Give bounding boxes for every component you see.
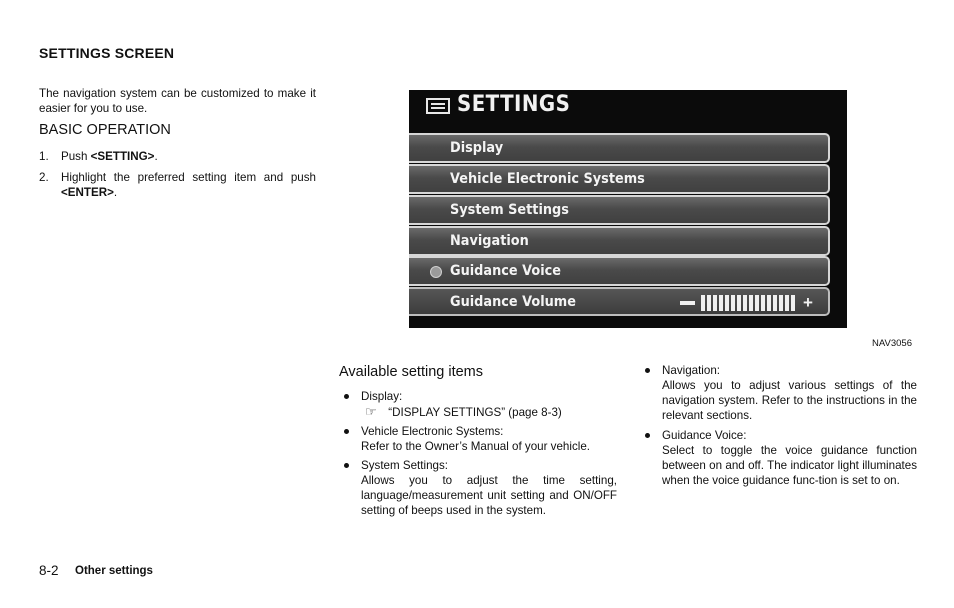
page-number: 8-2 (39, 563, 59, 578)
volume-bar-segment (779, 295, 783, 311)
bullet-label: Display: (361, 390, 403, 403)
volume-bar-segment (725, 295, 729, 311)
volume-minus-icon (680, 301, 695, 305)
step-key: <ENTER> (61, 186, 114, 199)
volume-bar-segment (737, 295, 741, 311)
page-heading: SETTINGS SCREEN (39, 45, 175, 61)
basic-operation-heading: BASIC OPERATION (39, 122, 171, 138)
menu-item-system-settings (409, 195, 830, 225)
menu-label: Navigation (450, 233, 529, 249)
menu-label: Display (450, 140, 504, 156)
bullet-text: Allows you to adjust the time setting, language/measurement unit setting and ON/OFF setting of beeps used in the system. (361, 474, 617, 517)
figure-caption: NAV3056 (872, 338, 912, 349)
bullet-vehicle-electronic-systems (339, 424, 617, 454)
bullet-navigation (640, 363, 917, 423)
bullet-display (339, 389, 617, 420)
volume-bar-segment (791, 295, 795, 311)
step-number: 2. (39, 171, 49, 184)
bullet-text: Select to toggle the voice guidance function between on and off. The indicator light illuminates when the voice guidance func-tion is set to on. (662, 444, 917, 487)
guidance-voice-indicator-icon (430, 266, 442, 278)
volume-level-bars (701, 295, 795, 311)
bullet-dot (645, 368, 650, 373)
step-key: <SETTING> (90, 150, 155, 163)
bullet-dot (344, 429, 349, 434)
menu-item-display (409, 133, 830, 163)
bullet-ref (361, 404, 617, 420)
step-1 (39, 149, 316, 164)
step-text: Highlight the preferred setting item and push (61, 171, 316, 184)
volume-bar-segment (749, 295, 753, 311)
bullet-dot (645, 433, 650, 438)
menu-item-vehicle-electronic-systems (409, 164, 830, 194)
step-end: . (113, 186, 118, 199)
step-text: Push (61, 150, 91, 163)
section-name: Other settings (75, 565, 153, 577)
volume-bar (680, 295, 820, 311)
bullet-system-settings (339, 458, 617, 518)
volume-bar-segment (785, 295, 789, 311)
bullet-dot (344, 394, 349, 399)
available-items-heading: Available setting items (339, 364, 484, 380)
settings-screen-image (409, 90, 847, 328)
volume-bar-segment (731, 295, 735, 311)
volume-bar-segment (755, 295, 759, 311)
volume-plus-icon: + (803, 293, 813, 312)
bullet-guidance-voice (640, 428, 917, 488)
menu-item-navigation (409, 226, 830, 256)
bullet-label: Navigation: (662, 364, 721, 377)
menu-label: Guidance Volume (450, 294, 576, 310)
reference-hand-icon: ☞ (365, 404, 377, 419)
volume-bar-segment (743, 295, 747, 311)
volume-bar-segment (761, 295, 765, 311)
menu-item-guidance-volume (409, 287, 830, 316)
volume-bar-segment (707, 295, 711, 311)
step-end: . (154, 150, 158, 163)
settings-menu-icon (426, 98, 450, 114)
volume-bar-segment (701, 295, 705, 311)
screen-title: SETTINGS (457, 92, 571, 117)
intro-paragraph: The navigation system can be customized to make it easier for you to use. (39, 87, 316, 115)
bullet-label: Guidance Voice: (662, 429, 747, 442)
step-number: 1. (39, 150, 49, 163)
menu-label: System Settings (450, 202, 569, 218)
bullet-text: Refer to the Owner’s Manual of your vehicle. (361, 440, 590, 453)
step-2 (39, 170, 316, 200)
volume-bar-segment (713, 295, 717, 311)
volume-bar-segment (719, 295, 723, 311)
menu-item-guidance-voice (409, 256, 830, 286)
menu-label: Guidance Voice (450, 263, 561, 279)
bullet-text: Allows you to adjust various settings of the navigation system. Refer to the instructions in the relevant sections. (662, 379, 917, 422)
bullet-dot (344, 463, 349, 468)
reference-text: “DISPLAY SETTINGS” (page 8-3) (388, 406, 562, 419)
bullet-label: Vehicle Electronic Systems: (361, 425, 504, 438)
volume-bar-segment (767, 295, 771, 311)
volume-bar-segment (773, 295, 777, 311)
bullet-label: System Settings: (361, 459, 448, 472)
menu-label: Vehicle Electronic Systems (450, 171, 645, 187)
